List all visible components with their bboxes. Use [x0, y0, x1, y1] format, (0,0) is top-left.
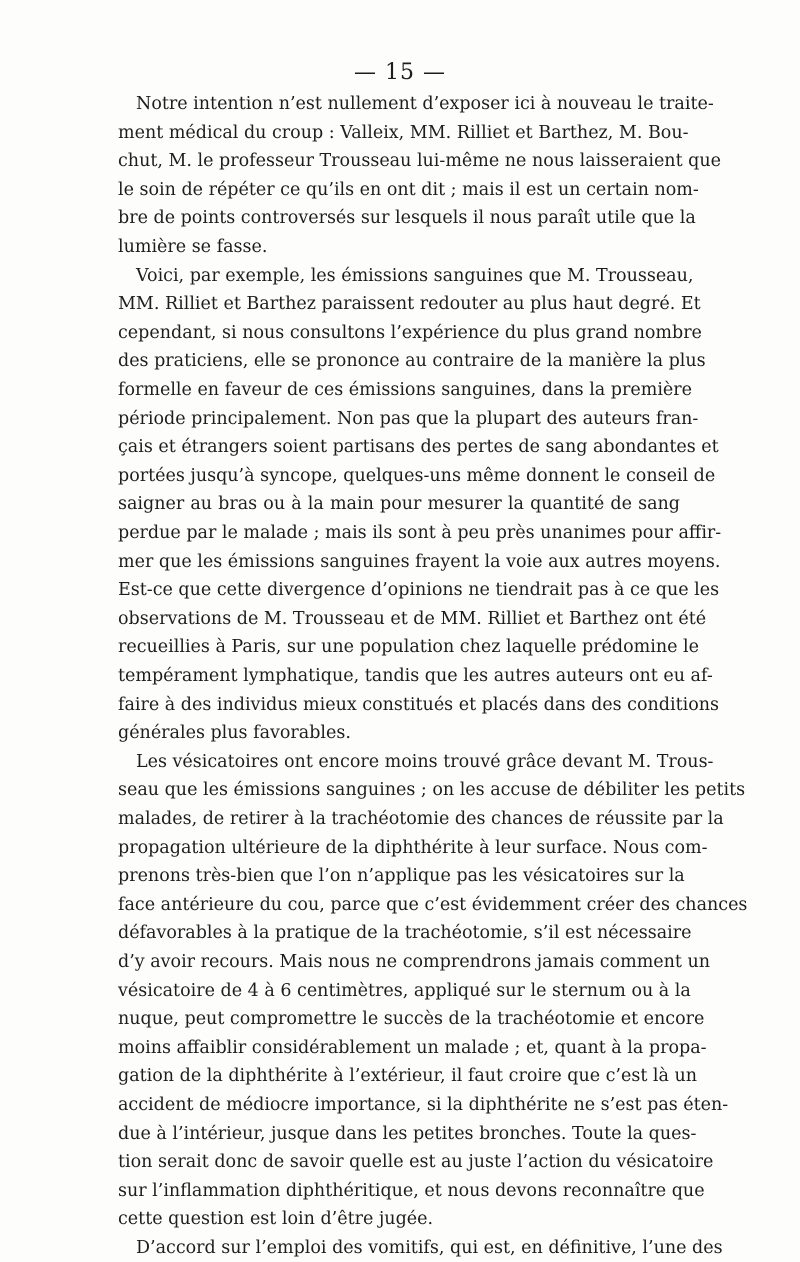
text-line: face antérieure du cou, parce que c’est évidemment créer des chances [118, 894, 748, 915]
text-line: cependant, si nous consultons l’expérience du plus grand nombre [118, 322, 702, 343]
text-line: moins affaiblir considérablement un malade ; et, quant à la propa- [118, 1037, 707, 1058]
text-line: recueillies à Paris, sur une population chez laquelle prédomine le [118, 637, 699, 658]
text-line: ment médical du croup : Valleix, MM. Rilliet et Barthez, M. Bou- [118, 122, 689, 143]
text-line: mer que les émissions sanguines frayent la voie aux autres moyens. [118, 551, 721, 572]
text-line: Notre intention n’est nullement d’exposer ici à nouveau le traite- [136, 94, 714, 114]
text-line: formelle en faveur de ces émissions sanguines, dans la première [118, 380, 692, 400]
text-line: saigner au bras ou à la main pour mesurer la quantité de sang [118, 494, 680, 515]
text-line: d’y avoir recours. Mais nous ne comprendrons jamais comment un [118, 952, 711, 972]
text-line: bre de points controversés sur lesquels il nous paraît utile que la [118, 208, 696, 229]
text-line: tempérament lymphatique, tandis que les autres auteurs ont eu af- [118, 666, 713, 686]
text-line: perdue par le malade ; mais ils sont à peu près unanimes pour affir- [118, 523, 722, 543]
text-line: défavorables à la pratique de la trachéotomie, s’il est nécessaire [118, 923, 692, 944]
text-line: Les vésicatoires ont encore moins trouvé grâce devant M. Trous- [136, 751, 714, 772]
text-line: vésicatoire de 4 à 6 centimètres, appliqué sur le sternum ou à la [118, 980, 691, 1001]
text-line: générales plus favorables. [118, 723, 351, 744]
text-line: çais et étrangers soient partisans des pertes de sang abondantes et [118, 437, 719, 458]
text-line: gation de la diphthérite à l’extérieur, il faut croire que c’est là un [118, 1066, 698, 1087]
text-line: prenons très-bien que l’on n’applique pas les vésicatoires sur la [118, 866, 685, 887]
text-line: propagation ultérieure de la diphthérite à leur surface. Nous com- [118, 837, 708, 858]
text-line: Voici, par exemple, les émissions sanguines que M. Trousseau, [136, 265, 694, 286]
text-line: portées jusqu’à syncope, quelques-uns même donnent le conseil de [118, 465, 716, 486]
text-line: tion serait donc de savoir quelle est au juste l’action du vésicatoire [118, 1152, 714, 1173]
text-line: lumière se fasse. [118, 237, 268, 257]
text-line: le soin de répéter ce qu’ils en ont dit ; mais il est un certain nom- [118, 179, 699, 200]
text-line: seau que les émissions sanguines ; on les accuse de débiliter les petits [118, 780, 746, 801]
text-line: des praticiens, elle se prononce au contraire de la manière la plus [118, 351, 706, 372]
text-line: malades, de retirer à la trachéotomie des chances de réussite par la [118, 809, 724, 829]
text-line: cette question est loin d’être jugée. [118, 1209, 434, 1230]
text-line: chut, M. le professeur Trousseau lui-même ne nous laisseraient que [118, 151, 721, 172]
page-number: — 15 — [354, 60, 446, 85]
text-line: période principalement. Non pas que la plupart des auteurs fran- [118, 408, 699, 429]
text-line: Est-ce que cette divergence d’opinions ne tiendrait pas à ce que les [118, 580, 720, 601]
text-line: MM. Rilliet et Barthez paraissent redouter au plus haut degré. Et [118, 294, 701, 315]
text-line: sur l’inflammation diphthéritique, et nous devons reconnaître que [118, 1180, 705, 1201]
text-line: accident de médiocre importance, si la diphthérite ne s’est pas éten- [118, 1095, 729, 1115]
text-line: faire à des individus mieux constitués et placés dans des conditions [118, 694, 719, 715]
text-line: nuque, peut compromettre le succès de la trachéotomie et encore [118, 1009, 705, 1030]
text-line: D’accord sur l’emploi des vomitifs, qui est, en définitive, l’une des [136, 1238, 723, 1258]
text-line: observations de M. Trousseau et de MM. Rilliet et Barthez ont été [118, 608, 707, 629]
text-line: due à l’intérieur, jusque dans les petites bronches. Toute la ques- [118, 1123, 697, 1144]
